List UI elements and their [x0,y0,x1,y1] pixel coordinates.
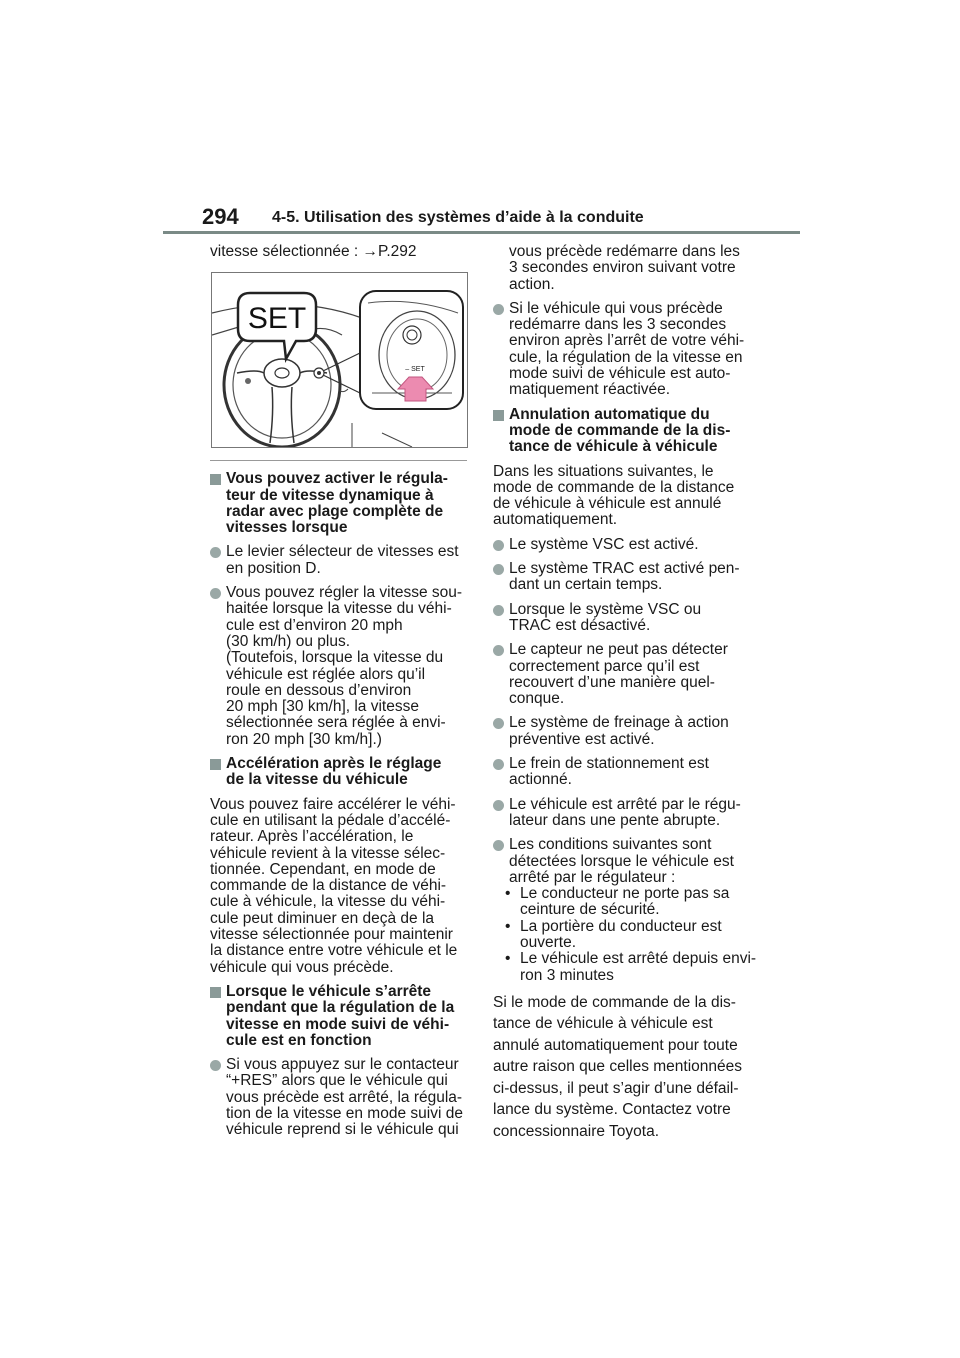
bullet-item [493,715,758,748]
heading-text: Accélération après le réglage de la vitesse du véhicule [226,755,442,789]
bullet-text: Le frein de stationnement est actionné. [509,755,709,789]
round-bullet-icon [493,800,504,811]
set-label: SET [247,302,307,336]
round-bullet-icon [493,540,504,551]
round-bullet-icon [493,564,504,575]
heading-text: Annulation automatique du mode de commande de la dis- tance de véhicule à véhicule [509,405,731,456]
heading-acceleration [210,756,472,789]
bullet-item [493,561,758,594]
paragraph-closing: Si le mode de commande de la dis- tance de véhicule à véhicule est annulé automatiquement pour toute autre raison que celles mentionnées ci-dessus, il peut s’agir d’une défail- lance du système. Contactez votre concessionnaire Toyota. [493,993,743,1140]
paragraph-auto-cancel: Dans les situations suivantes, le mode de commande de la distance de véhicule à véhicule est annulé automatiquement. [493,462,735,529]
square-bullet-icon [210,474,221,485]
sub-item [493,919,758,952]
round-bullet-icon [493,840,504,851]
round-bullet-icon [210,1060,221,1071]
heading-auto-cancel [493,407,758,456]
bullet-text: Lorsque le système VSC ou TRAC est désactivé. [509,600,702,634]
bullet-item [493,797,758,830]
bullet-continuation: vous précède redémarre dans les 3 secondes environ suivant votre action. [509,243,740,293]
bullet-text: Le véhicule est arrêté par le régu- lateur dans une pente abrupte. [509,795,741,829]
heading-vehicle-stop [210,984,472,1049]
bullet-text: Si vous appuyez sur le contacteur “+RES” alors que le véhicule qui vous précède est arrêté, la régula- tion de la vitesse en mode suivi de véhicule reprend si le véhicule qui [226,1056,463,1139]
bullet-text: Le capteur ne peut pas détecter correctement parce qu’il est recouvert d’une manière quel- conque. [509,641,728,708]
sub-item-text: La portière du conducteur est ouverte. [520,917,722,951]
square-bullet-icon [493,410,504,421]
bullet-text: Si le véhicule qui vous précède redémarre dans les 3 secondes environ après l’arrêt de votre véhi- cule, la régulation de la vitesse en mode suivi de véhicule est auto- matiquement réactivée. [509,299,745,399]
bullet-item [493,756,758,789]
section-title: 4-5. Utilisation des systèmes d’aide à la conduite [272,209,644,226]
paragraph-acceleration: Vous pouvez faire accélérer le véhi- cule en utilisant la pédale d’accélé- rateur. Après l’accélération, le véhicule revient à la vitesse sélec- tionnée. Cependant, en mode de commande de la distance de véhi- cule à véhicule, la vitesse du véhi- cule peut diminuer en deçà de la vitesse sélectionnée pour maintenir la distance entre votre véhicule et le véhicule qui vous précède. [210,795,458,976]
heading-text: Lorsque le véhicule s’arrête pendant que la régulation de la vitesse en mode suivi de véhi- cule est en fonction [226,982,455,1049]
right-column [493,244,758,1158]
heading-activation [210,471,472,536]
sub-item-text: Le véhicule est arrêté depuis envi- ron 3 minutes [520,950,757,984]
dash-marker: • [505,917,511,935]
sub-item-text: Le conducteur ne porte pas sa ceinture de sécurité. [520,885,730,919]
bullet-item [493,301,758,399]
figure-rule [210,460,467,461]
bullet-item [210,1057,472,1138]
square-bullet-icon [210,987,221,998]
heading-text: Vous pouvez activer le régula- teur de vitesse dynamique à radar avec plage complète de vitesses lorsque [226,470,448,537]
bullet-item [210,585,472,748]
round-bullet-icon [493,718,504,729]
square-bullet-icon [210,759,221,770]
dash-marker: • [505,950,511,968]
bullet-item [493,837,758,886]
bullet-text: Les conditions suivantes sont détectées lorsque le véhicule est arrêté par le régulateur : [509,836,734,886]
steering-wheel-illustration [211,272,468,448]
bullet-item [493,602,758,635]
bullet-text: Le levier sélecteur de vitesses est en position D. [226,543,459,577]
round-bullet-icon [493,304,504,315]
sub-item [493,886,758,919]
bullet-text: Le système VSC est activé. [509,535,699,553]
bullet-item [210,544,472,577]
round-bullet-icon [210,588,221,599]
bullet-text: Vous pouvez régler la vitesse sou- haitée lorsque la vitesse du véhi- cule est d’environ 20 mph (30 km/h) ou plus. (Toutefois, lorsque la vitesse du véhicule est réglée alors qu’il roule en dessous d’environ 20 mph [30 km/h], la vitesse sélectionnée sera réglée à envi- ron 20 mph [30 km/h].) [226,584,463,748]
bullet-text: Le système de freinage à action préventive est activé. [509,714,729,748]
intro-text: vitesse sélectionnée : →P.292 [210,243,417,260]
left-column [210,244,472,1147]
dash-marker: • [505,885,511,903]
bullet-item [493,642,758,707]
page-number: 294 [202,204,239,229]
round-bullet-icon [493,645,504,656]
header-rule [163,231,800,234]
svg-text:– SET: – SET [405,366,425,374]
sub-item [493,951,758,984]
bullet-text: Le système TRAC est activé pen- dant un certain temps. [509,560,740,594]
round-bullet-icon [493,605,504,616]
round-bullet-icon [493,759,504,770]
round-bullet-icon [210,547,221,558]
bullet-item [493,537,758,553]
